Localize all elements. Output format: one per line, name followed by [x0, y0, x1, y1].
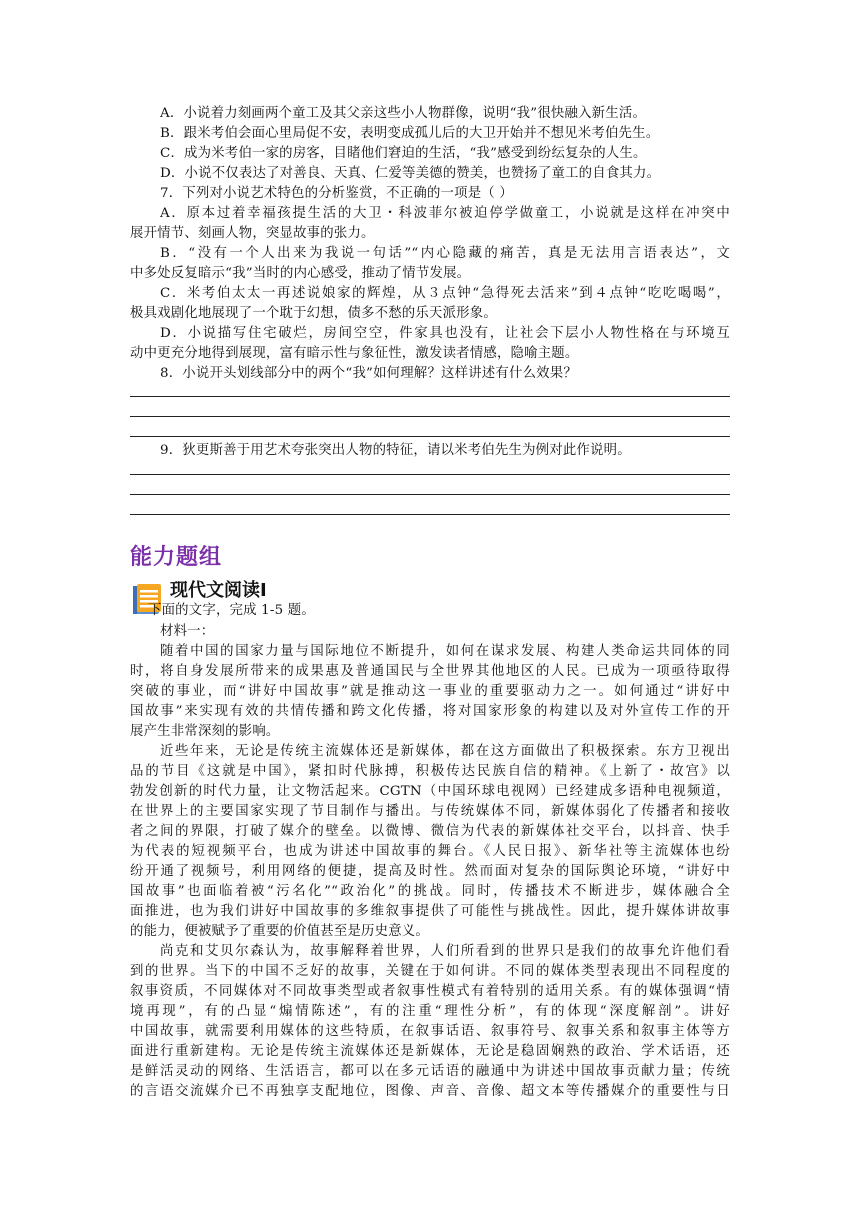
paragraph-line: 为代表的短视频平台，也成为讲述中国故事的舞台。《人民日报》、新华社等主流媒体也纷 [130, 844, 730, 859]
paragraph-line: 随着中国的国家力量与国际地位不断提升，如何在谋求发展、构建人类命运共同体的同 [160, 644, 730, 659]
paragraph-line: 品的节目《这就是中国》，紧扣时代脉搏，积极传达民族自信的精神。《上新了・故宫》以 [130, 764, 730, 779]
paragraph-line: 在世界上的主要国家实现了节目制作与播出。与传统媒体不同，新媒体弱化了传播者和接收 [130, 804, 730, 819]
paragraph-line: 叙事资质，不同媒体对不同故事类型或者叙事性模式有着特别的适用关系。有的媒体强调“情 [130, 984, 730, 999]
paragraph-line: 国故事”来实现有效的共情传播和跨文化传播，将对国家形象的构建以及对外宣传工作的开 [130, 704, 730, 719]
paragraph-line: 突破的事业，而“讲好中国故事”就是推动这一事业的重要驱动力之一。如何通过“讲好中 [130, 684, 730, 699]
paragraph-line: 中国故事，就需要利用媒体的这些特质，在叙事话语、叙事符号、叙事关系和叙事主体等方 [130, 1024, 730, 1039]
paragraph-line: 面推进，也为我们讲好中国故事的多维叙事提供了可能性与挑战性。因此，提升媒体讲故事 [130, 904, 730, 919]
q7-option-b-line1: B．“没有一个人出来为我说一句话”“内心隐藏的痛苦，真是无法用言语表达”，文 [160, 246, 730, 261]
q6-option-d: D．小说不仅表达了对善良、天真、仁爱等美德的赞美，也赞扬了童工的自食其力。 [160, 166, 661, 181]
q7-stem: 7．下列对小说艺术特色的分析鉴赏，不正确的一项是（ ） [160, 186, 513, 201]
paragraph-line: 境再现”，有的凸显“煽情陈述”，有的注重“理性分析”，有的体现“深度解剖”。讲好 [130, 1004, 730, 1019]
q6-option-a: A．小说着力刻画两个童工及其父亲这些小人物群像，说明“我”很快融入新生活。 [160, 106, 647, 121]
subsection-title: 现代文阅读Ⅰ [170, 580, 267, 601]
material-label: 材料一： [160, 624, 215, 639]
paragraph-line: 近些年来，无论是传统主流媒体还是新媒体，都在这方面做出了积极探索。东方卫视出 [160, 744, 730, 759]
q6-option-b: B．跟米考伯会面心里局促不安，表明变成孤儿后的大卫开始并不想见米考伯先生。 [160, 126, 660, 141]
paragraph-line: 面进行重新建构。无论是传统主流媒体还是新媒体，无论是稳固娴熟的政治、学术话语，还 [130, 1044, 730, 1059]
q9-stem: 9．狄更斯善于用艺术夸张突出人物的特征，请以米考伯先生为例对此作说明。 [160, 443, 631, 458]
answer-line[interactable] [130, 474, 730, 475]
q7-option-a-line1: A．原本过着幸福孩提生活的大卫・科波菲尔被迫停学做童工，小说就是这样在冲突中 [160, 206, 730, 221]
q7-option-d-line2: 动中更充分地得到展现，富有暗示性与象征性，激发读者情感，隐喻主题。 [130, 346, 579, 361]
paragraph-line: 国故事”也面临着被“污名化”“政治化”的挑战。同时，传播技术不断进步，媒体融合全 [130, 884, 730, 899]
paragraph-line: 的能力，便被赋予了重要的价值甚至是历史意义。 [130, 924, 429, 939]
q7-option-b-line2: 中多处反复暗示“我”当时的内心感受，推动了情节发展。 [130, 266, 471, 281]
paragraph-line: 者之间的界限，打破了媒介的壁垒。以微博、微信为代表的新媒体社交平台，以抖音、快手 [130, 824, 730, 839]
answer-line[interactable] [130, 416, 730, 417]
q8-stem: 8．小说开头划线部分中的两个“我”如何理解？这样讲述有什么效果？ [160, 366, 577, 381]
q7-option-a-line2: 展开情节、刻画人物，突显故事的张力。 [130, 226, 375, 241]
answer-line[interactable] [130, 436, 730, 437]
paragraph-line: 纷开通了视频号，利用网络的便捷，提高及时性。然而面对复杂的国际舆论环境，“讲好中 [130, 864, 730, 879]
reading-instruction: 下面的文字，完成 1-5 题。 [148, 603, 315, 618]
paragraph-line: 的言语交流媒介已不再独享支配地位，图像、声音、音像、超文本等传播媒介的重要性与日 [130, 1084, 730, 1099]
q6-option-c: C．成为米考伯一家的房客，目睹他们窘迫的生活，“我”感受到纷纭复杂的人生。 [160, 146, 647, 161]
q7-option-c-line1: C．米考伯太太一再述说娘家的辉煌，从３点钟“急得死去活来”到４点钟“吃吃喝喝”， [160, 286, 730, 301]
paragraph-line: 时，将自身发展所带来的成果惠及普通国民与全世界其他地区的人民。已成为一项亟待取得 [130, 664, 730, 679]
answer-line[interactable] [130, 396, 730, 397]
paragraph-line: 是鲜活灵动的网络、生活语言，都可以在多元话语的融通中为讲述中国故事贡献力量；传统 [130, 1064, 730, 1079]
paragraph-line: 尚克和艾贝尔森认为，故事解释着世界，人们所看到的世界只是我们的故事允许他们看 [160, 944, 730, 959]
paragraph-line: 展产生非常深刻的影响。 [130, 724, 280, 739]
paragraph-line: 勃发创新的时代力量，让文物活起来。CGTN（中国环球电视网）已经建成多语种电视频道， [130, 784, 730, 799]
q7-option-d-line1: D．小说描写住宅破烂，房间空空，件家具也没有，让社会下层小人物性格在与环境互 [160, 326, 730, 341]
q7-option-c-line2: 极具戏剧化地展现了一个耽于幻想，债多不愁的乐天派形象。 [130, 306, 497, 321]
answer-line[interactable] [130, 514, 730, 515]
section-title: 能力题组 [130, 545, 223, 570]
paragraph-line: 到的世界。当下的中国不乏好的故事，关键在于如何讲。不同的媒体类型表现出不同程度的 [130, 964, 730, 979]
answer-line[interactable] [130, 494, 730, 495]
